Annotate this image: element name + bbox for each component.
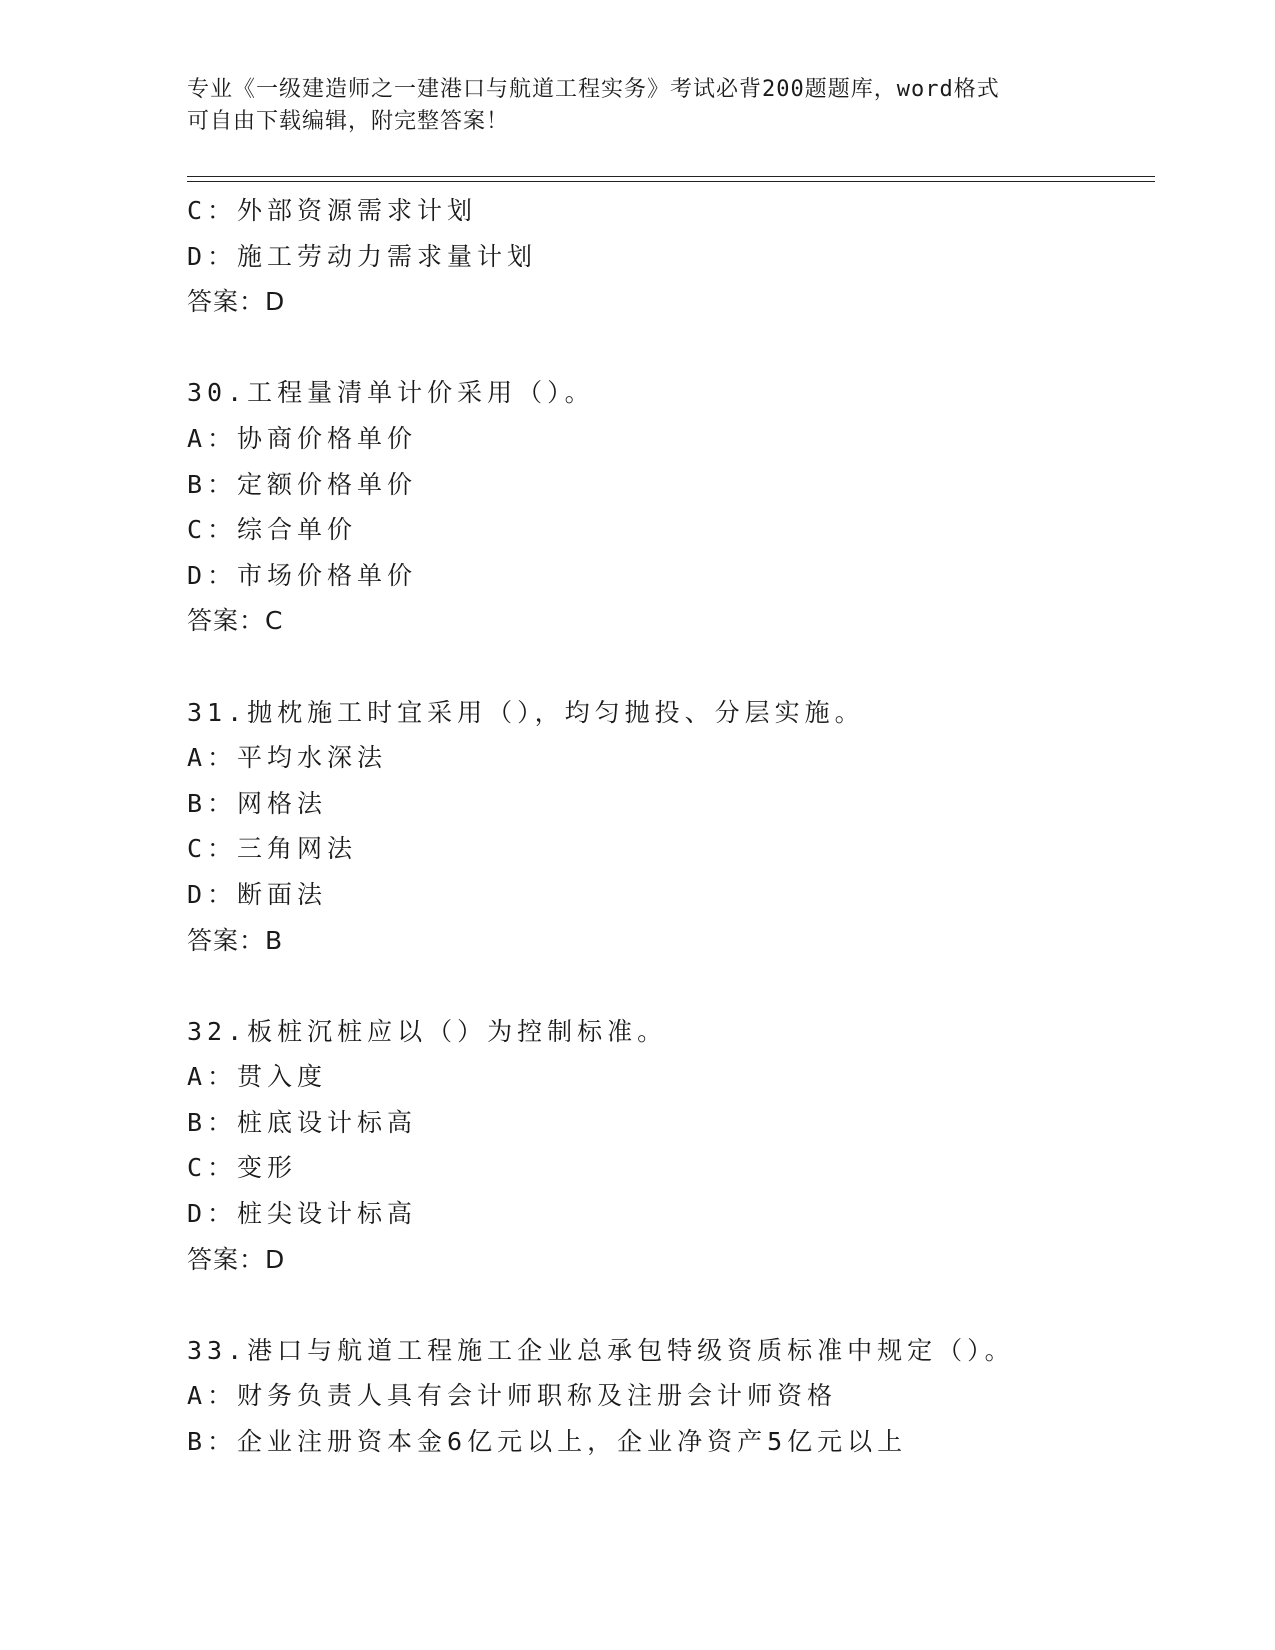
option-a: A：贯入度: [187, 1062, 328, 1092]
header-divider-secondary: [187, 181, 1155, 182]
option-c: C：变形: [187, 1153, 298, 1183]
question-block-31: [187, 690, 1155, 964]
question-block-30: [187, 370, 1155, 644]
option-d: D：断面法: [187, 879, 328, 909]
answer-line: 答案：D: [187, 1244, 286, 1274]
option-c: C：三角网法: [187, 834, 358, 864]
header-divider: [187, 176, 1155, 177]
option-b: B：桩底设计标高: [187, 1107, 418, 1137]
option-a: A：平均水深法: [187, 743, 388, 773]
question-text: 31.抛枕施工时宜采用（），均匀抛投、分层实施。: [187, 697, 865, 727]
header-title-line-2: 可自由下载编辑，附完整答案！: [187, 109, 510, 134]
answer-line: 答案：D: [187, 287, 286, 317]
question-list: [187, 188, 1155, 1465]
option-c: C：外部资源需求计划: [187, 196, 478, 225]
spacer: [187, 1282, 1155, 1328]
answer-line: 答案：B: [187, 925, 284, 955]
option-d: D：桩尖设计标高: [187, 1199, 418, 1229]
question-text: 30.工程量清单计价采用（）。: [187, 378, 595, 408]
option-c: C：综合单价: [187, 515, 358, 545]
option-d: D：市场价格单价: [187, 560, 418, 590]
option-a: A：财务负责人具有会计师职称及注册会计师资格: [187, 1381, 838, 1411]
header-title-line-1: 专业《一级建造师之一建港口与航道工程实务》考试必背200题题库，word格式: [187, 77, 1000, 102]
option-d: D：施工劳动力需求量计划: [187, 241, 538, 271]
page-header: [187, 74, 1087, 138]
question-block-33: [187, 1328, 1155, 1465]
answer-line: 答案：C: [187, 606, 284, 636]
option-a: A：协商价格单价: [187, 423, 418, 453]
question-text: 32.板桩沉桩应以（）为控制标准。: [187, 1016, 668, 1046]
spacer: [187, 963, 1155, 1009]
question-block-29: [187, 188, 1155, 325]
option-b: B：网格法: [187, 788, 328, 818]
spacer: [187, 644, 1155, 690]
question-block-32: [187, 1009, 1155, 1283]
spacer: [187, 325, 1155, 371]
question-text: 33.港口与航道工程施工企业总承包特级资质标准中规定（）。: [187, 1335, 1015, 1365]
option-b: B：企业注册资本金6亿元以上，企业净资产5亿元以上: [187, 1427, 908, 1457]
option-b: B：定额价格单价: [187, 469, 418, 499]
